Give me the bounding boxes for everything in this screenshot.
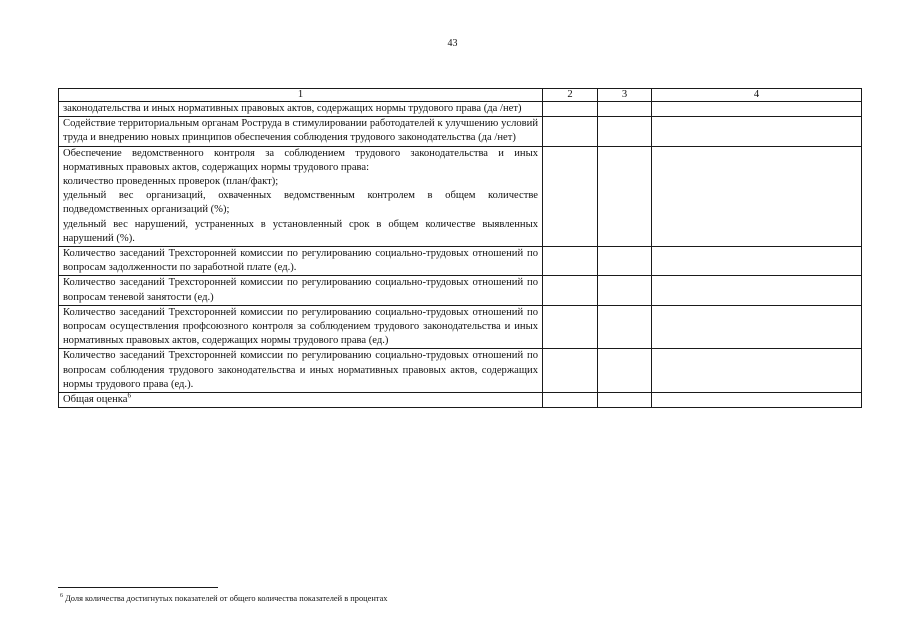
footnote-text: Доля количества достигнутых показателей от общего количества показателей в процентах: [63, 594, 388, 603]
column-header-3: 3: [598, 89, 652, 102]
indicator-cell: Количество заседаний Трехсторонней комиссии по регулированию социально-трудовых отношений по вопросам теневой занятости (ед.): [59, 276, 543, 305]
value-cell-col3: [598, 349, 652, 393]
value-cell-col3: [598, 146, 652, 246]
table-row: [59, 247, 862, 276]
value-cell-col4: [652, 276, 862, 305]
indicator-cell: законодательства и иных нормативных правовых актов, содержащих нормы трудового права (да /нет): [59, 102, 543, 117]
footnote-reference: 6: [127, 391, 131, 400]
indicator-cell: Количество заседаний Трехсторонней комиссии по регулированию социально-трудовых отношений по вопросам соблюдения трудового законодательства и иных нормативных правовых актов, содержащих нормы трудового права (ед.).: [59, 349, 543, 393]
footnote-separator: [58, 587, 218, 588]
footnote-mark: 6: [60, 593, 63, 600]
value-cell-col2: [543, 349, 598, 393]
total-row: [59, 393, 862, 408]
table-row: [59, 276, 862, 305]
value-cell-col3: [598, 276, 652, 305]
value-cell-col2: [543, 305, 598, 349]
value-cell-col2: [543, 247, 598, 276]
total-label-cell: [59, 393, 543, 408]
table-header-row: [59, 89, 862, 102]
table-row: [59, 102, 862, 117]
value-cell-col4: [652, 247, 862, 276]
table-row: [59, 117, 862, 146]
column-header-4: 4: [652, 89, 862, 102]
value-cell-col2: [543, 117, 598, 146]
footnote: [60, 593, 387, 604]
value-cell-col3: [598, 102, 652, 117]
indicator-cell: Содействие территориальным органам Роструда в стимулировании работодателей к улучшению условий труда и внедрению новых принципов обеспечения соблюдения трудового законодательства (да /нет): [59, 117, 543, 146]
total-value-col4: [652, 393, 862, 408]
indicator-cell: Количество заседаний Трехсторонней комиссии по регулированию социально-трудовых отношений по вопросам осуществления профсоюзного контроля за соблюдением трудового законодательства и иных нормативных правовых актов, содержащих нормы трудового права (ед.): [59, 305, 543, 349]
value-cell-col4: [652, 117, 862, 146]
column-header-2: 2: [543, 89, 598, 102]
value-cell-col4: [652, 305, 862, 349]
table-row: [59, 305, 862, 349]
value-cell-col2: [543, 276, 598, 305]
table-row: [59, 349, 862, 393]
indicators-table: [58, 88, 862, 408]
value-cell-col3: [598, 247, 652, 276]
indicator-cell: Обеспечение ведомственного контроля за соблюдением трудового законодательства и иных нормативных правовых актов, содержащих нормы трудового права: количество проведенных проверок (план/факт); удельный вес организаций, охваченных ведомственным контролем в общем количестве подведомственных организаций (%); удельный вес нарушений, устраненных в установленный срок в общем количестве выявленных нарушений (%).: [59, 146, 543, 246]
value-cell-col2: [543, 102, 598, 117]
total-label: Общая оценка: [63, 394, 128, 406]
page-number: 43: [447, 38, 458, 49]
table-row: [59, 146, 862, 246]
value-cell-col3: [598, 305, 652, 349]
value-cell-col3: [598, 117, 652, 146]
value-cell-col4: [652, 146, 862, 246]
value-cell-col2: [543, 146, 598, 246]
indicator-cell: Количество заседаний Трехсторонней комиссии по регулированию социально-трудовых отношений по вопросам задолженности по заработной плате (ед.).: [59, 247, 543, 276]
value-cell-col4: [652, 349, 862, 393]
total-value-col2: [543, 393, 598, 408]
column-header-1: 1: [59, 89, 543, 102]
value-cell-col4: [652, 102, 862, 117]
total-value-col3: [598, 393, 652, 408]
